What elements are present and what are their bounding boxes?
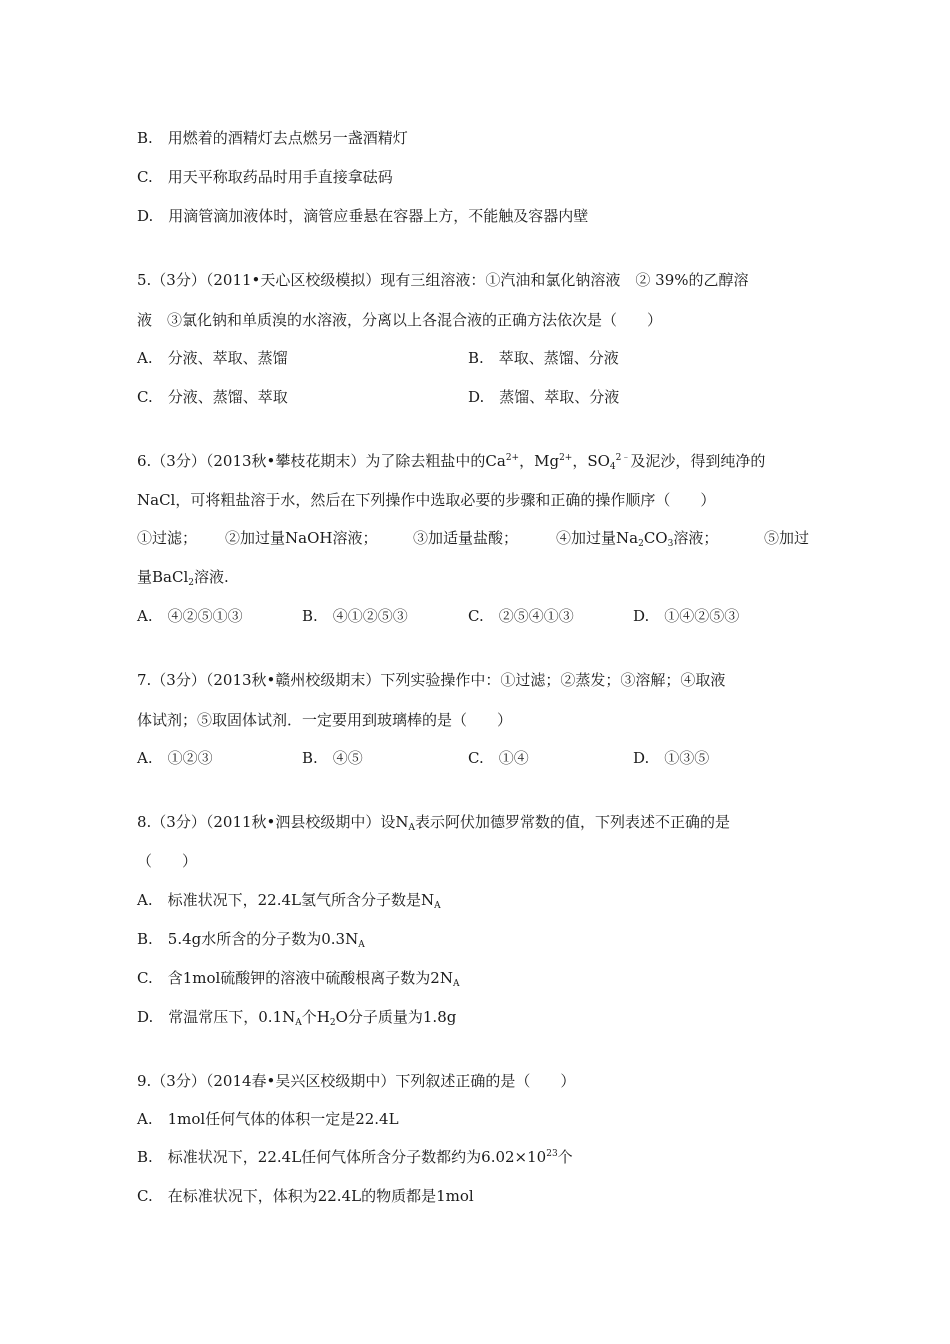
q7-stem-line1: 7.（3分）（2013秋•赣州校级期末）下列实验操作中：①过滤；②蒸发；③溶解；④取液 [137, 671, 726, 689]
q6-mg-charge: 2+ [559, 453, 573, 463]
q8-option-a [137, 890, 441, 910]
q6-option-c: C. ②⑤④①③ [468, 607, 574, 625]
q6-step4-sub2: 3 [667, 539, 674, 549]
q6-text-b: ，Mg [519, 452, 560, 470]
q6-l4-sub: 2 [188, 578, 194, 588]
q8-a-sub: A [434, 901, 441, 911]
q6-option-a: A. ④②⑤①③ [137, 607, 243, 625]
q6-step4-c: 溶液； [673, 529, 719, 547]
q8-a-text: A. 标准状况下，22.4L氢气所含分子数是N [137, 891, 435, 909]
q8-b-sub: A [358, 940, 365, 950]
q6-stem-line1 [137, 451, 765, 471]
q8-stem-line1 [137, 812, 730, 832]
q5-stem-line2: 液 ③氯化钠和单质溴的水溶液，分离以上各混合液的正确方法依次是（ ） [137, 311, 663, 329]
q8-c-sub: A [452, 979, 460, 989]
q9-option-a: A. 1mol任何气体的体积一定是22.4L [137, 1110, 399, 1128]
q8-option-b [137, 929, 365, 949]
q4-option-b: B. 用燃着的酒精灯去点燃另一盏酒精灯 [137, 129, 408, 147]
q8-c-text: C. 含1mol硫酸钾的溶液中硫酸根离子数为2N [137, 969, 453, 987]
q9-b-text-b: 个 [557, 1148, 573, 1166]
q9-stem-line1: 9.（3分）（2014春•吴兴区校级期中）下列叙述正确的是（ ） [137, 1072, 576, 1090]
q5-stem-line1: 5.（3分）（2011•天心区校级模拟）现有三组溶液：①汽油和氯化钠溶液 ② 39%的乙醇溶 [137, 271, 749, 289]
q5-option-b: B. 萃取、蒸馏、分液 [468, 349, 619, 367]
q4-option-d: D. 用滴管滴加液体时，滴管应垂悬在容器上方，不能触及容器内壁 [137, 207, 589, 225]
q7-option-c: C. ①④ [468, 749, 529, 767]
q8-text-b: 表示阿伏加德罗常数的值，下列表述不正确的是 [415, 813, 731, 831]
q4-option-c: C. 用天平称取药品时用手直接拿砝码 [137, 168, 393, 186]
q8-d-text-b: 个H [301, 1008, 330, 1026]
q6-step-2: ②加过量NaOH溶液； [225, 529, 378, 547]
q6-step-3: ③加适量盐酸； [413, 529, 519, 547]
q8-stem-line2: （ ） [137, 852, 198, 870]
q6-option-d: D. ①④②⑤③ [633, 607, 740, 625]
q8-d-text-a: D. 常温常压下，0.1N [137, 1008, 296, 1026]
q6-text-a: 6.（3分）（2013秋•攀枝花期末）为了除去粗盐中的Ca [137, 452, 506, 470]
q6-step-1: ①过滤； [137, 529, 198, 547]
q8-d-sub1: A [295, 1018, 302, 1028]
q7-option-b: B. ④⑤ [302, 749, 363, 767]
q8-d-sub2: 2 [329, 1018, 336, 1028]
q6-so-charge: 2﹣ [615, 453, 631, 463]
q8-option-d [137, 1007, 456, 1027]
q6-step4-sub1: 2 [638, 539, 644, 549]
q6-text-c: ，SO [572, 452, 610, 470]
q8-d-text-c: O分子质量为1.8g [335, 1008, 457, 1026]
q6-option-b: B. ④①②⑤③ [302, 607, 408, 625]
q8-option-c [137, 968, 459, 988]
q6-stem-line2: NaCl，可将粗盐溶于水，然后在下列操作中选取必要的步骤和正确的操作顺序（ ） [137, 491, 716, 509]
q6-l4-a: 量BaCl [137, 568, 189, 586]
q5-option-d: D. 蒸馏、萃取、分液 [468, 388, 620, 406]
q7-stem-line2: 体试剂；⑤取固体试剂．一定要用到玻璃棒的是（ ） [137, 711, 513, 729]
q6-step4-b: CO [643, 529, 668, 547]
q8-na-sub: A [408, 823, 416, 833]
q9-b-exponent: 23 [546, 1149, 558, 1159]
q9-b-text-a: B. 标准状况下，22.4L任何气体所含分子数都约为6.02×10 [137, 1148, 547, 1166]
q6-step-4 [556, 528, 718, 548]
q6-step4-a: ④加过量Na [556, 529, 639, 547]
q6-l4-b: 溶液. [193, 568, 229, 586]
q7-option-d: D. ①③⑤ [633, 749, 710, 767]
q5-option-a: A. 分液、萃取、蒸馏 [137, 349, 288, 367]
q9-option-b [137, 1147, 573, 1167]
q6-stem-line4 [137, 567, 229, 587]
q6-so-subscript: 4 [609, 462, 616, 472]
q5-option-c: C. 分液、蒸馏、萃取 [137, 388, 288, 406]
q6-ca-charge: 2+ [505, 453, 520, 463]
q8-text-a: 8.（3分）（2011秋•泗县校级期中）设N [137, 813, 409, 831]
q6-text-d: 及泥沙，得到纯净的 [630, 452, 766, 470]
q6-step-5: ⑤加过 [764, 529, 810, 547]
q7-option-a: A. ①②③ [137, 749, 213, 767]
q9-option-c: C. 在标准状况下，体积为22.4L的物质都是1mol [137, 1187, 474, 1205]
q8-b-text: B. 5.4g水所含的分子数为0.3N [137, 930, 359, 948]
